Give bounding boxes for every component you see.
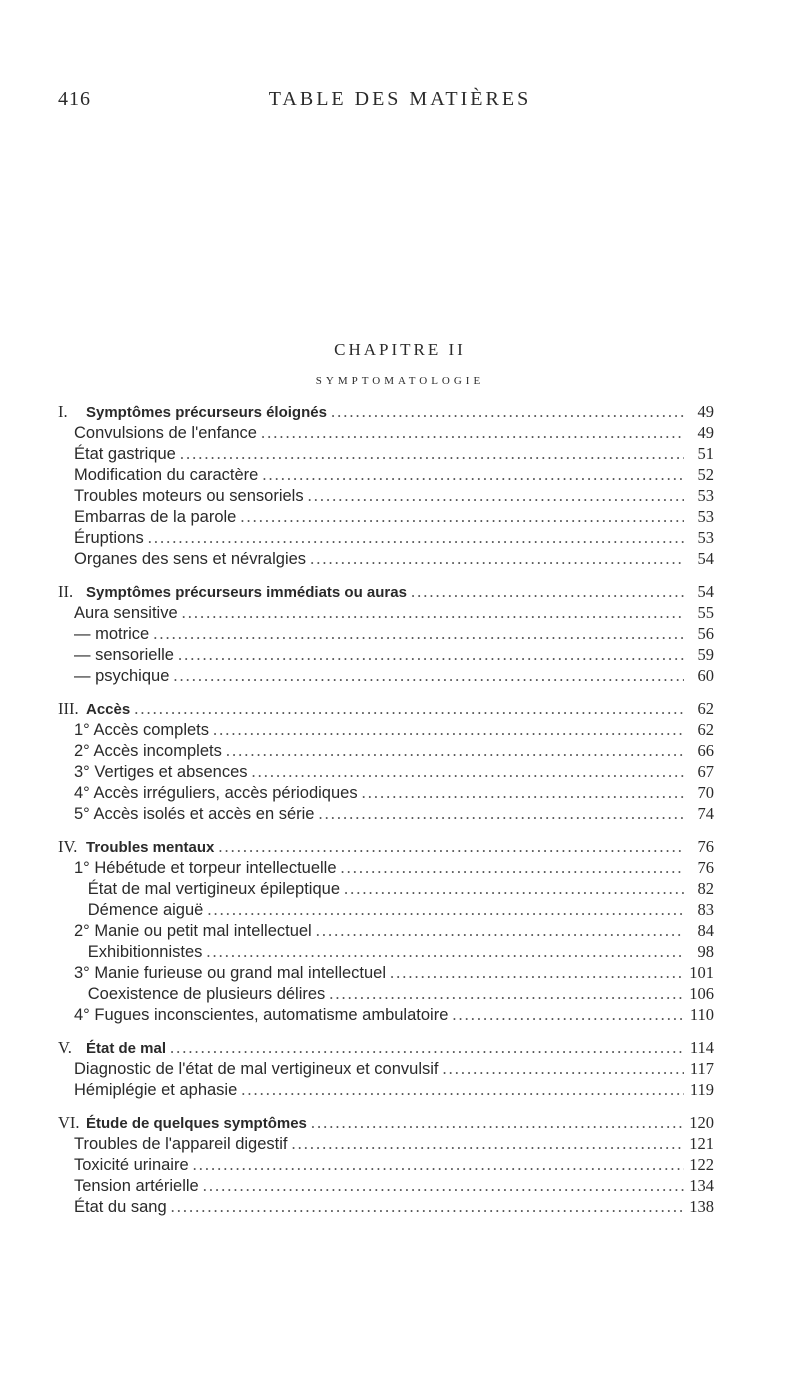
toc-page-number: 51 (697, 444, 714, 463)
toc-page-number: 121 (689, 1134, 714, 1153)
toc-entry-label: Troubles mentaux (86, 839, 215, 856)
toc-entry (58, 548, 714, 569)
dot-leader (292, 1133, 685, 1154)
toc-entry-label: Démence aiguë (74, 901, 204, 919)
dot-leader (213, 719, 684, 740)
toc-page-number: 98 (697, 942, 714, 961)
toc-page-number: 134 (689, 1176, 714, 1195)
toc-entry-label: État de mal (86, 1040, 167, 1057)
toc-section-entry (58, 401, 714, 422)
toc-entry-label: 4° Fugues inconscientes, automatisme ambulatoire (74, 1006, 449, 1024)
dot-leader (261, 422, 684, 443)
toc-entry (58, 1133, 714, 1154)
toc-entry (58, 962, 714, 983)
toc-entry (58, 1196, 714, 1217)
toc-page-number: 114 (689, 1038, 714, 1057)
toc-entry (58, 623, 714, 644)
toc-page-number: 53 (697, 507, 714, 526)
toc-entry (58, 443, 714, 464)
dot-leader (390, 962, 684, 983)
dot-leader (178, 644, 684, 665)
toc-entry-label: 5° Accès isolés et accès en série (74, 805, 315, 823)
section-number: VI. (58, 1113, 80, 1132)
toc-entry (58, 464, 714, 485)
dot-leader (240, 506, 684, 527)
dot-leader (218, 836, 684, 857)
chapter-subtitle: SYMPTOMATOLOGIE (315, 375, 485, 387)
toc-entry-label: État de mal vertigineux épileptique (74, 880, 340, 898)
toc-entry (58, 527, 714, 548)
toc-entry-label: Symptômes précurseurs éloignés (86, 404, 327, 421)
toc-entry-label: 1° Hébétude et torpeur intellectuelle (74, 859, 337, 877)
toc-page-number: 110 (689, 1005, 714, 1024)
toc-entry-label: 1° Accès complets (74, 721, 209, 739)
toc-entry-label: Organes des sens et névralgies (74, 550, 307, 568)
toc-page-number: 66 (697, 741, 714, 760)
toc-page-number: 53 (697, 486, 714, 505)
toc-entry (58, 878, 714, 899)
toc-entry-label: Symptômes précurseurs immédiats ou auras (86, 584, 407, 601)
toc-page-number: 49 (697, 423, 714, 442)
toc-page-number: 70 (697, 783, 714, 802)
toc-page-number: 122 (689, 1155, 714, 1174)
toc-entry-label: 4° Accès irréguliers, accès périodiques (74, 784, 358, 802)
dot-leader (173, 665, 684, 686)
dot-leader (153, 623, 684, 644)
toc-entry (58, 761, 714, 782)
toc-entry (58, 899, 714, 920)
toc-page-number: 117 (689, 1059, 714, 1078)
dot-leader (262, 464, 684, 485)
toc-page-number: 62 (697, 699, 714, 718)
dot-leader (452, 1004, 684, 1025)
toc-entry-label: État du sang (74, 1198, 167, 1216)
toc-entry-label: 3° Vertiges et absences (74, 763, 248, 781)
dot-leader (241, 1079, 684, 1100)
toc-entry (58, 1175, 714, 1196)
toc-entry-label: Tension artérielle (74, 1177, 199, 1195)
toc-entry-label: Exhibitionnistes (74, 943, 203, 961)
toc-page-number: 84 (697, 921, 714, 940)
dot-leader (207, 899, 684, 920)
toc-page-number: 120 (689, 1113, 714, 1132)
toc-entry (58, 1154, 714, 1175)
toc-entry (58, 857, 714, 878)
toc-page-number: 82 (697, 879, 714, 898)
dot-leader (203, 1175, 684, 1196)
toc-entry (58, 983, 714, 1004)
toc-page-number: 49 (697, 402, 714, 421)
toc-page-number: 62 (697, 720, 714, 739)
toc-page-number: 60 (697, 666, 714, 685)
toc-section-entry (58, 698, 714, 719)
dot-leader (344, 878, 684, 899)
dot-leader (329, 983, 684, 1004)
toc-page-number: 53 (697, 528, 714, 547)
toc-entry-label: Coexistence de plusieurs délires (74, 985, 326, 1003)
toc-entry-label: Étude de quelques symptômes (86, 1115, 307, 1132)
toc-entry (58, 719, 714, 740)
dot-leader (311, 1112, 684, 1133)
toc-entry-label: État gastrique (74, 445, 176, 463)
toc-page-number: 52 (697, 465, 714, 484)
dot-leader (148, 527, 684, 548)
dot-leader (310, 548, 684, 569)
toc-entry (58, 782, 714, 803)
toc-page-number: 119 (689, 1080, 714, 1099)
toc-entry-label: Toxicité urinaire (74, 1156, 189, 1174)
toc-entry-label: — psychique (74, 667, 170, 685)
dot-leader (206, 941, 684, 962)
toc-page-number: 56 (697, 624, 714, 643)
dot-leader (193, 1154, 684, 1175)
toc-entry-label: Convulsions de l'enfance (74, 424, 257, 442)
toc-entry-label: Troubles moteurs ou sensoriels (74, 487, 304, 505)
toc-entry (58, 422, 714, 443)
section-number: IV. (58, 837, 78, 856)
toc-section-entry (58, 1112, 714, 1133)
toc-entry-label: Embarras de la parole (74, 508, 237, 526)
toc-entry (58, 740, 714, 761)
toc-entry (58, 1079, 714, 1100)
toc-page-number: 76 (697, 858, 714, 877)
toc-page-number: 101 (689, 963, 714, 982)
toc-entry-label: Troubles de l'appareil digestif (74, 1135, 288, 1153)
toc-entry (58, 506, 714, 527)
toc-entry-label: 2° Accès incomplets (74, 742, 222, 760)
dot-leader (171, 1196, 684, 1217)
dot-leader (308, 485, 684, 506)
toc-page-number: 138 (689, 1197, 714, 1216)
dot-leader (443, 1058, 684, 1079)
toc-entry (58, 920, 714, 941)
toc-page-number: 74 (697, 804, 714, 823)
toc-entry-label: 3° Manie furieuse ou grand mal intellectuel (74, 964, 387, 982)
toc-entry-label: Accès (86, 701, 131, 718)
toc-entry (58, 803, 714, 824)
toc-entry (58, 665, 714, 686)
toc-page-number: 59 (697, 645, 714, 664)
section-number: I. (58, 402, 68, 421)
toc-section-entry (58, 836, 714, 857)
toc-entry-label: — motrice (74, 625, 150, 643)
toc-entry-label: Aura sensitive (74, 604, 178, 622)
dot-leader (331, 401, 684, 422)
toc-entry (58, 1004, 714, 1025)
toc-page-number: 76 (697, 837, 714, 856)
running-title: TABLE DES MATIÈRES (268, 88, 532, 110)
dot-leader (341, 857, 684, 878)
table-of-contents (58, 401, 714, 1217)
dot-leader (318, 803, 684, 824)
dot-leader (182, 602, 684, 623)
toc-page-number: 83 (697, 900, 714, 919)
toc-page-number: 54 (697, 549, 714, 568)
section-number: V. (58, 1038, 72, 1057)
toc-page-number: 55 (697, 603, 714, 622)
page-number: 416 (58, 88, 91, 110)
toc-entry-label: — sensorielle (74, 646, 174, 664)
toc-entry-label: Modification du caractère (74, 466, 259, 484)
toc-page-number: 67 (697, 762, 714, 781)
dot-leader (362, 782, 684, 803)
toc-entry-label: Diagnostic de l'état de mal vertigineux et convulsif (74, 1060, 439, 1078)
page-header (0, 88, 800, 118)
toc-entry-label: 2° Manie ou petit mal intellectuel (74, 922, 312, 940)
section-number: II. (58, 582, 74, 601)
toc-page-number: 54 (697, 582, 714, 601)
toc-entry (58, 644, 714, 665)
dot-leader (170, 1037, 684, 1058)
toc-entry (58, 485, 714, 506)
dot-leader (411, 581, 684, 602)
dot-leader (252, 761, 684, 782)
toc-entry (58, 602, 714, 623)
toc-section-entry (58, 581, 714, 602)
toc-entry (58, 1058, 714, 1079)
dot-leader (226, 740, 684, 761)
dot-leader (180, 443, 684, 464)
section-number: III. (58, 699, 79, 718)
chapter-title: CHAPITRE II (334, 340, 466, 359)
toc-entry (58, 941, 714, 962)
dot-leader (134, 698, 684, 719)
toc-page-number: 106 (689, 984, 714, 1003)
dot-leader (316, 920, 684, 941)
toc-entry-label: Hémiplégie et aphasie (74, 1081, 238, 1099)
toc-entry-label: Éruptions (74, 529, 144, 547)
toc-section-entry (58, 1037, 714, 1058)
